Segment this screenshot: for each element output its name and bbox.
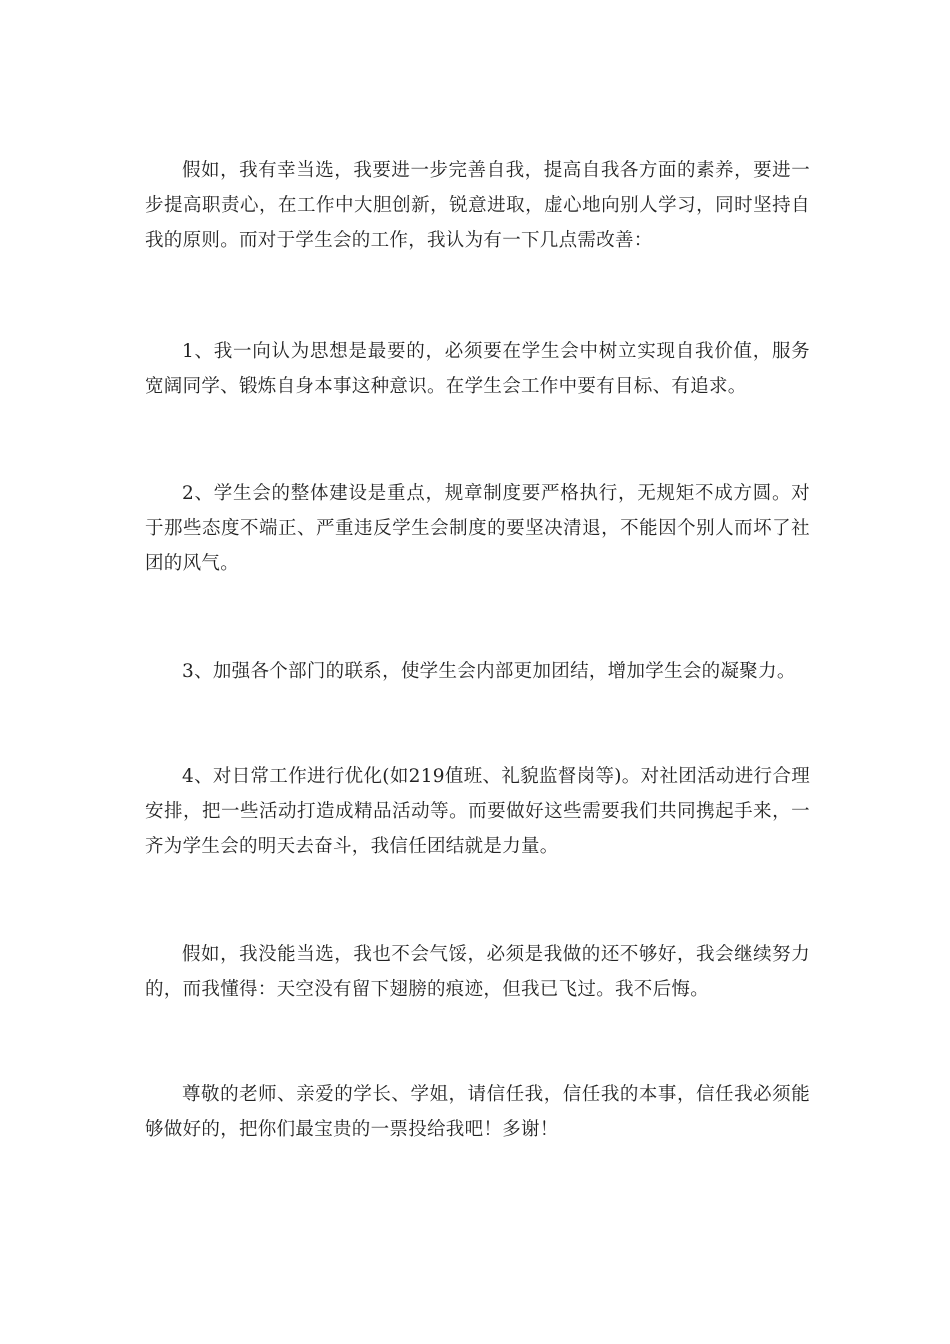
paragraph-closing: 尊敬的老师、亲爱的学长、学姐，请信任我，信任我的本事，信任我必须能够做好的，把你们最宝贵的一票投给我吧！多谢！ (145, 1084, 810, 1140)
paragraph-point-4: 4、对日常工作进行优化(如219值班、礼貌监督岗等)。对社团活动进行合理安排，把一些活动打造成精品活动等。而要做好这些需要我们共同携起手来，一齐为学生会的明天去奋斗，我信任团结就是力量。 (145, 766, 810, 857)
paragraph-point-2: 2、学生会的整体建设是重点，规章制度要严格执行，无规矩不成方圆。对于那些态度不端正、严重违反学生会制度的要坚决清退，不能因个别人而坏了社团的风气。 (145, 483, 810, 574)
paragraph-if-not-elected: 假如，我没能当选，我也不会气馁，必须是我做的还不够好，我会继续努力的，而我懂得：天空没有留下翅膀的痕迹，但我已飞过。我不后悔。 (145, 944, 810, 1000)
paragraph-point-1: 1、我一向认为思想是最要的，必须要在学生会中树立实现自我价值，服务宽阔同学、锻炼自身本事这种意识。在学生会工作中要有目标、有追求。 (145, 341, 810, 397)
paragraph-point-3: 3、加强各个部门的联系，使学生会内部更加团结，增加学生会的凝聚力。 (182, 661, 796, 682)
paragraph-intro: 假如，我有幸当选，我要进一步完善自我，提高自我各方面的素养，要进一步提高职责心，在工作中大胆创新，锐意进取，虚心地向别人学习，同时坚持自我的原则。而对于学生会的工作，我认为有一下几点需改善： (145, 160, 810, 251)
